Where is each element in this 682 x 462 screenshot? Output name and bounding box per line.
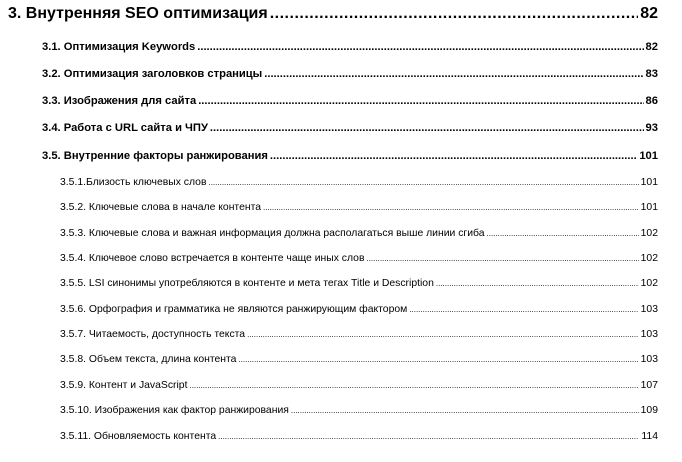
dot-leader: [189, 380, 638, 391]
toc-entry-label: 3.5.9. Контент и JavaScript: [60, 380, 188, 391]
toc-entry-label: 3.5.2. Ключевые слова в начале контента: [60, 202, 262, 213]
dot-leader: [238, 354, 638, 365]
toc-section-3-1[interactable]: [42, 41, 658, 53]
toc-entry-label: 3.5.4. Ключевое слово встречается в контенте чаще иных слов: [60, 253, 365, 264]
toc-page-number: 101: [640, 177, 658, 188]
toc-page-number: 93: [645, 122, 658, 134]
toc-entry-label: 3.5.3. Ключевые слова и важная информация должна располагаться выше линии сгиба: [60, 228, 485, 239]
toc-page-number: 86: [645, 95, 658, 107]
toc-page-number: 83: [645, 68, 658, 80]
toc-section-3-4[interactable]: [42, 122, 658, 134]
toc-section-3-2[interactable]: [42, 68, 658, 80]
dot-leader: [291, 405, 639, 416]
toc-page-number: 102: [640, 278, 658, 289]
toc-chapter-3[interactable]: [8, 5, 658, 23]
toc-page-number: 109: [640, 405, 658, 416]
dot-leader: [247, 329, 639, 340]
dot-leader: [409, 304, 638, 315]
toc-subsection-3-5-10[interactable]: [60, 405, 658, 416]
toc-subsection-3-5-1[interactable]: [60, 177, 658, 188]
toc-section-3-5[interactable]: [42, 150, 658, 162]
toc-entry-label: 3.5.7. Читаемость, доступность текста: [60, 329, 246, 340]
toc-page-number: 102: [640, 228, 658, 239]
toc-subsection-3-5-9[interactable]: [60, 380, 658, 391]
toc-entry-label: 3.4. Работа с URL сайта и ЧПУ: [42, 122, 208, 134]
toc-entry-label: 3.5.1.Близость ключевых слов: [60, 177, 207, 188]
toc-entry-label: 3.1. Оптимизация Keywords: [42, 41, 196, 53]
toc-entry-label: 3.5. Внутренние факторы ранжирования: [42, 150, 268, 162]
dot-leader: [487, 228, 639, 239]
toc-page-number: 101: [640, 202, 658, 213]
toc-subsection-3-5-8[interactable]: [60, 354, 658, 365]
dot-leader: [263, 202, 639, 213]
toc-page-number: 103: [640, 354, 658, 365]
dot-leader: [198, 95, 643, 107]
toc-entry-label: 3.5.10. Изображения как фактор ранжирования: [60, 405, 289, 416]
toc-subsection-3-5-6[interactable]: [60, 304, 658, 315]
toc-page-number: 114: [641, 431, 658, 442]
toc-entry-label: 3.5.5. LSI синонимы употребляются в контенте и мета тегах Title и Description: [60, 278, 434, 289]
toc-page-number: 103: [640, 304, 658, 315]
dot-leader: [366, 253, 638, 264]
toc-page-number: 107: [640, 380, 658, 391]
toc-subsection-3-5-11[interactable]: [60, 431, 658, 442]
toc-page-number: 101: [639, 150, 658, 162]
dot-leader: [197, 41, 643, 53]
dot-leader: [218, 431, 639, 442]
toc-entry-label: 3.5.6. Орфография и грамматика не являются ранжирующим фактором: [60, 304, 408, 315]
dot-leader: [436, 278, 639, 289]
toc-subsection-3-5-7[interactable]: [60, 329, 658, 340]
toc-entry-label: 3.2. Оптимизация заголовков страницы: [42, 68, 263, 80]
toc-subsection-3-5-2[interactable]: [60, 202, 658, 213]
toc-page-number: 82: [640, 5, 658, 22]
dot-leader: [210, 122, 644, 134]
toc-entry-label: 3. Внутренняя SEO оптимизация: [8, 5, 268, 22]
toc-subsection-3-5-5[interactable]: [60, 278, 658, 289]
toc-subsection-3-5-3[interactable]: [60, 228, 658, 239]
dot-leader: [270, 150, 637, 162]
toc-entry-label: 3.5.8. Объем текста, длина контента: [60, 354, 237, 365]
toc-entry-label: 3.5.11. Обновляемость контента: [60, 431, 217, 442]
toc-page-number: 82: [645, 41, 658, 53]
toc-page-number: 102: [640, 253, 658, 264]
toc-page-number: 103: [640, 329, 658, 340]
toc-entry-label: 3.3. Изображения для сайта: [42, 95, 197, 107]
dot-leader: [264, 68, 643, 80]
dot-leader: [270, 5, 638, 23]
dot-leader: [208, 177, 638, 188]
toc-subsection-3-5-4[interactable]: [60, 253, 658, 264]
toc-section-3-3[interactable]: [42, 95, 658, 107]
